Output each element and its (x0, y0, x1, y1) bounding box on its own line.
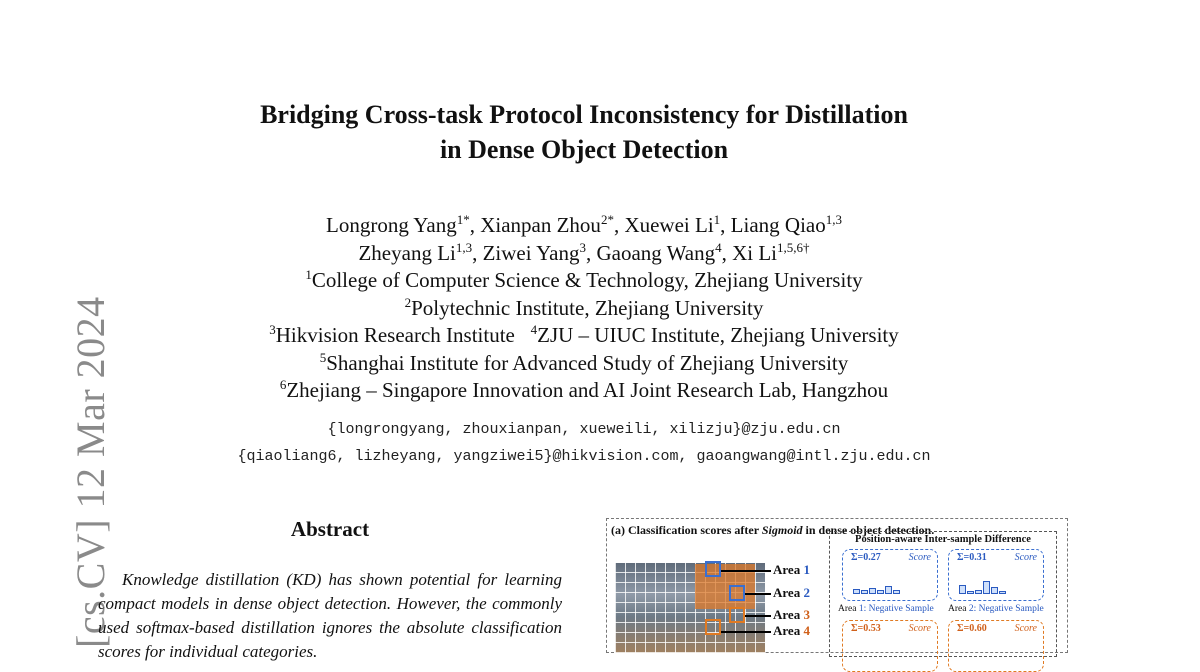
author-name: Xianpan Zhou (480, 213, 601, 237)
score-sum: Σ=0.60 (957, 623, 987, 634)
area-4-box (705, 619, 721, 635)
author-name: Liang Qiao (730, 213, 826, 237)
affiliation-5 (200, 350, 968, 378)
score-card-area-2 (948, 549, 1044, 601)
inter-sample-difference-panel (829, 531, 1057, 657)
affiliation-text: College of Computer Science & Technology, Zhejiang University (311, 268, 863, 292)
author-affil-mark: 4 (715, 239, 722, 255)
score-bars (959, 576, 1007, 592)
area-4-arrow (721, 631, 771, 633)
score-axis-label: Score (1014, 623, 1037, 634)
author-affil-mark: 1,3 (455, 239, 473, 255)
score-card-area-4 (948, 620, 1044, 672)
affiliation-3-4 (200, 322, 968, 350)
affiliation-mark: 1 (305, 267, 312, 282)
affiliation-text: ZJU – UIUC Institute, Zhejiang University (537, 323, 899, 347)
author-name: Xuewei Li (624, 213, 714, 237)
affiliation-mark: 5 (319, 349, 327, 365)
card-caption-area-1: Area 1: Negative Sample (838, 604, 934, 614)
caption-text: in dense object detection. (802, 523, 935, 537)
author-block (200, 212, 968, 405)
affiliation-6 (200, 377, 968, 405)
score-bar (877, 590, 884, 594)
email-block (150, 416, 1018, 470)
paper-title (200, 97, 968, 167)
area-4-label: Area 4 (773, 623, 810, 638)
abstract-body: Knowledge distillation (KD) has shown potential for learning compact models in dense object detection. However, the commonly used softmax-based distillation ignores the absolute classification scores for individual categories. (98, 570, 562, 661)
arxiv-id-text: [cs.CV] 12 Mar 2024 (68, 296, 113, 648)
author-name: Zheyang Li (358, 240, 456, 265)
author-affil-mark: 1,3 (825, 212, 842, 227)
score-bar (991, 587, 998, 594)
score-axis-label: Score (1014, 552, 1037, 563)
email-line-1: {longrongyang, zhouxianpan, xueweili, xilizju}@zju.edu.cn (327, 421, 841, 438)
author-affil-mark: 2* (600, 212, 614, 227)
affiliation-mark: 3 (269, 322, 276, 337)
area-2-label: Area 2 (773, 585, 810, 600)
score-bar (983, 581, 990, 594)
score-bar (975, 590, 982, 594)
score-sum: Σ=0.27 (851, 552, 881, 563)
affiliation-mark: 2 (404, 294, 412, 310)
email-line-2: {qiaoliang6, lizheyang, yangziwei5}@hikvision.com, gaoangwang@intl.zju.edu.cn (237, 448, 931, 465)
title-line-2: in Dense Object Detection (439, 135, 729, 164)
score-sum: Σ=0.53 (851, 623, 881, 634)
affiliation-text: Shanghai Institute for Advanced Study of Zhejiang University (326, 350, 849, 375)
affiliation-1 (200, 267, 968, 295)
score-bar (959, 585, 966, 594)
area-3-label: Area 3 (773, 607, 810, 622)
score-axis-label: Score (908, 552, 931, 563)
author-name: Ziwei Yang (482, 240, 580, 265)
title-line-1: Bridging Cross-task Protocol Inconsistency for Distillation (260, 100, 908, 129)
affiliation-mark: 4 (530, 322, 538, 337)
area-1-arrow (721, 570, 771, 572)
author-line-2: Zheyang Li$^{1,3}$, Ziwei Yang$^3$, Gaoang Wang$^4$, Xi $Li^{1,5,6\dagger}$ (358, 239, 810, 265)
abstract-heading: Abstract (290, 517, 370, 541)
area-2-box (729, 585, 745, 601)
score-bar (999, 591, 1006, 594)
author-affil-mark: 1,5,6† (777, 239, 810, 255)
score-sum: Σ=0.31 (957, 552, 987, 563)
author-name: Xi Li (732, 240, 778, 265)
author-affil-mark: 1* (456, 212, 470, 227)
area-3-arrow (745, 615, 771, 617)
area-3-box (729, 607, 745, 623)
author-affil-mark: 1 (713, 212, 721, 227)
author-name: Longrong Yang (326, 213, 457, 237)
affiliation-text: Hikvision Research Institute (275, 323, 515, 347)
author-name: Gaoang Wang (596, 240, 716, 265)
author-line-1: Longrong Yang$^{1*}$, Xianpan Zhou$^{2*}$, Xuewei Li$^1$, Liang Qiao$^{1,3}$ (326, 212, 842, 237)
score-bar (861, 590, 868, 594)
score-bar (885, 586, 892, 594)
score-axis-label: Score (908, 623, 931, 634)
score-card-area-3 (842, 620, 938, 672)
score-bar (967, 591, 974, 594)
score-bar (869, 588, 876, 594)
figure-1 (606, 518, 1068, 653)
score-bar (853, 589, 860, 594)
affiliation-2 (200, 295, 968, 323)
score-card-area-1 (842, 549, 938, 601)
affiliation-mark: 6 (279, 377, 287, 392)
affiliation-text: Polytechnic Institute, Zhejiang University (411, 295, 764, 320)
area-1-box (705, 561, 721, 577)
caption-emphasis: Sigmoid (761, 523, 803, 537)
author-affil-mark: 3 (579, 239, 586, 255)
score-bars (853, 576, 901, 592)
affiliation-text: Zhejiang – Singapore Innovation and AI Joint Research Lab, Hangzhou (286, 378, 889, 402)
caption-text: (a) Classification scores after (611, 523, 762, 537)
card-caption-area-2: Area 2: Negative Sample (948, 604, 1044, 614)
area-2-arrow (745, 593, 771, 595)
arxiv-identifier (22, 296, 113, 648)
score-bar (893, 590, 900, 594)
panel-title: Position-aware Inter-sample Difference (855, 534, 1031, 545)
area-1-label: Area 1 (773, 562, 810, 577)
